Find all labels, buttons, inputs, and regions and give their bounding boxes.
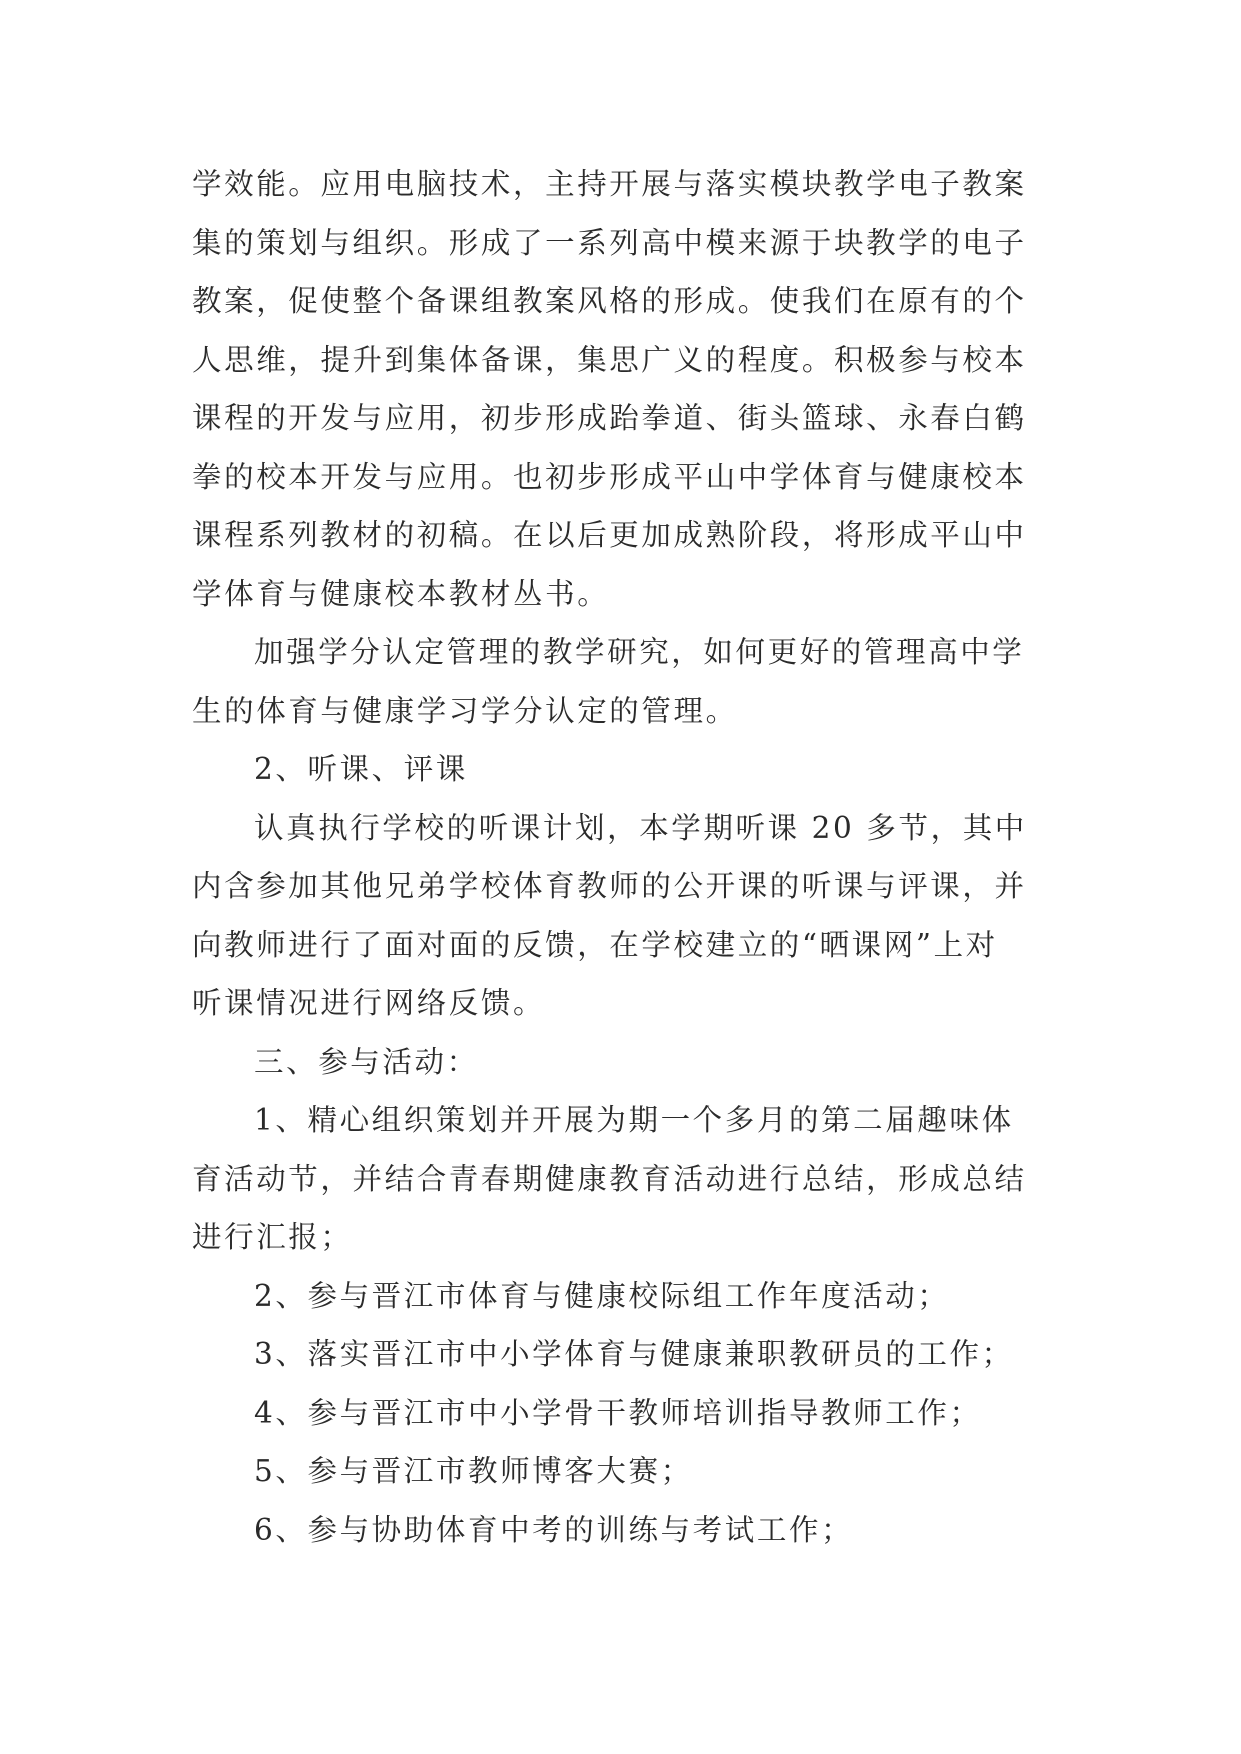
text-line: 2、参与晋江市体育与健康校际组工作年度活动； [254, 1278, 950, 1313]
text-line: 学体育与健康校本教材丛书。 [192, 576, 610, 611]
list-item-activity-3 [192, 1325, 1054, 1384]
text-line: 三、参与活动： [254, 1044, 479, 1079]
text-line: 3、落实晋江市中小学体育与健康兼职教研员的工作； [254, 1337, 1014, 1371]
text-line: 课程的开发与应用，初步形成跆拳道、街头篮球、永春白鹤 [192, 401, 1027, 435]
text-line: 课程系列教材的初稿。在以后更加成熟阶段，将形成平山中 [192, 518, 1027, 552]
text-line: 5、参与晋江市教师博客大赛； [254, 1454, 693, 1488]
text-line: 6、参与协助体育中考的训练与考试工作； [254, 1512, 854, 1547]
paragraph-credit-management [192, 623, 1054, 740]
section-heading-activities [192, 1033, 1054, 1092]
list-item-activity-5 [192, 1442, 1054, 1501]
text-line: 内含参加其他兄弟学校体育教师的公开课的听课与评课，并 [192, 869, 1027, 903]
text-line: 育活动节，并结合青春期健康教育活动进行总结，形成总结 [192, 1161, 1027, 1196]
list-item-activity-1 [192, 1091, 1054, 1267]
section-heading-lesson-observation [192, 740, 1054, 799]
text-line: 生的体育与健康学习学分认定的管理。 [192, 693, 738, 728]
text-line: 听课情况进行网络反馈。 [192, 986, 546, 1020]
text-line: 学效能。应用电脑技术，主持开展与落实模块教学电子教案 [192, 167, 1027, 201]
list-item-activity-4 [192, 1384, 1054, 1443]
paragraph-module-teaching [192, 155, 1054, 623]
document-body [192, 155, 1054, 1559]
text-line: 向教师进行了面对面的反馈，在学校建立的“晒课网”上对 [192, 927, 998, 962]
text-line: 拳的校本开发与应用。也初步形成平山中学体育与健康校本 [192, 459, 1027, 494]
text-line: 2、听课、评课 [254, 752, 468, 786]
text-line: 1、精心组织策划并开展为期一个多月的第二届趣味体 [254, 1103, 1014, 1137]
text-line: 集的策划与组织。形成了一系列高中模来源于块教学的电子 [192, 225, 1027, 260]
text-line: 加强学分认定管理的教学研究，如何更好的管理高中学 [254, 635, 1025, 669]
paragraph-lesson-observation [192, 799, 1054, 1033]
list-item-activity-6 [192, 1501, 1054, 1560]
text-line: 人思维，提升到集体备课，集思广义的程度。积极参与校本 [192, 342, 1027, 377]
text-line: 4、参与晋江市中小学骨干教师培训指导教师工作； [254, 1395, 982, 1430]
list-item-activity-2 [192, 1267, 1054, 1326]
text-line: 教案，促使整个备课组教案风格的形成。使我们在原有的个 [192, 284, 1027, 318]
text-line: 认真执行学校的听课计划，本学期听课 20 多节，其中 [254, 810, 1027, 845]
text-line: 进行汇报； [192, 1220, 353, 1254]
